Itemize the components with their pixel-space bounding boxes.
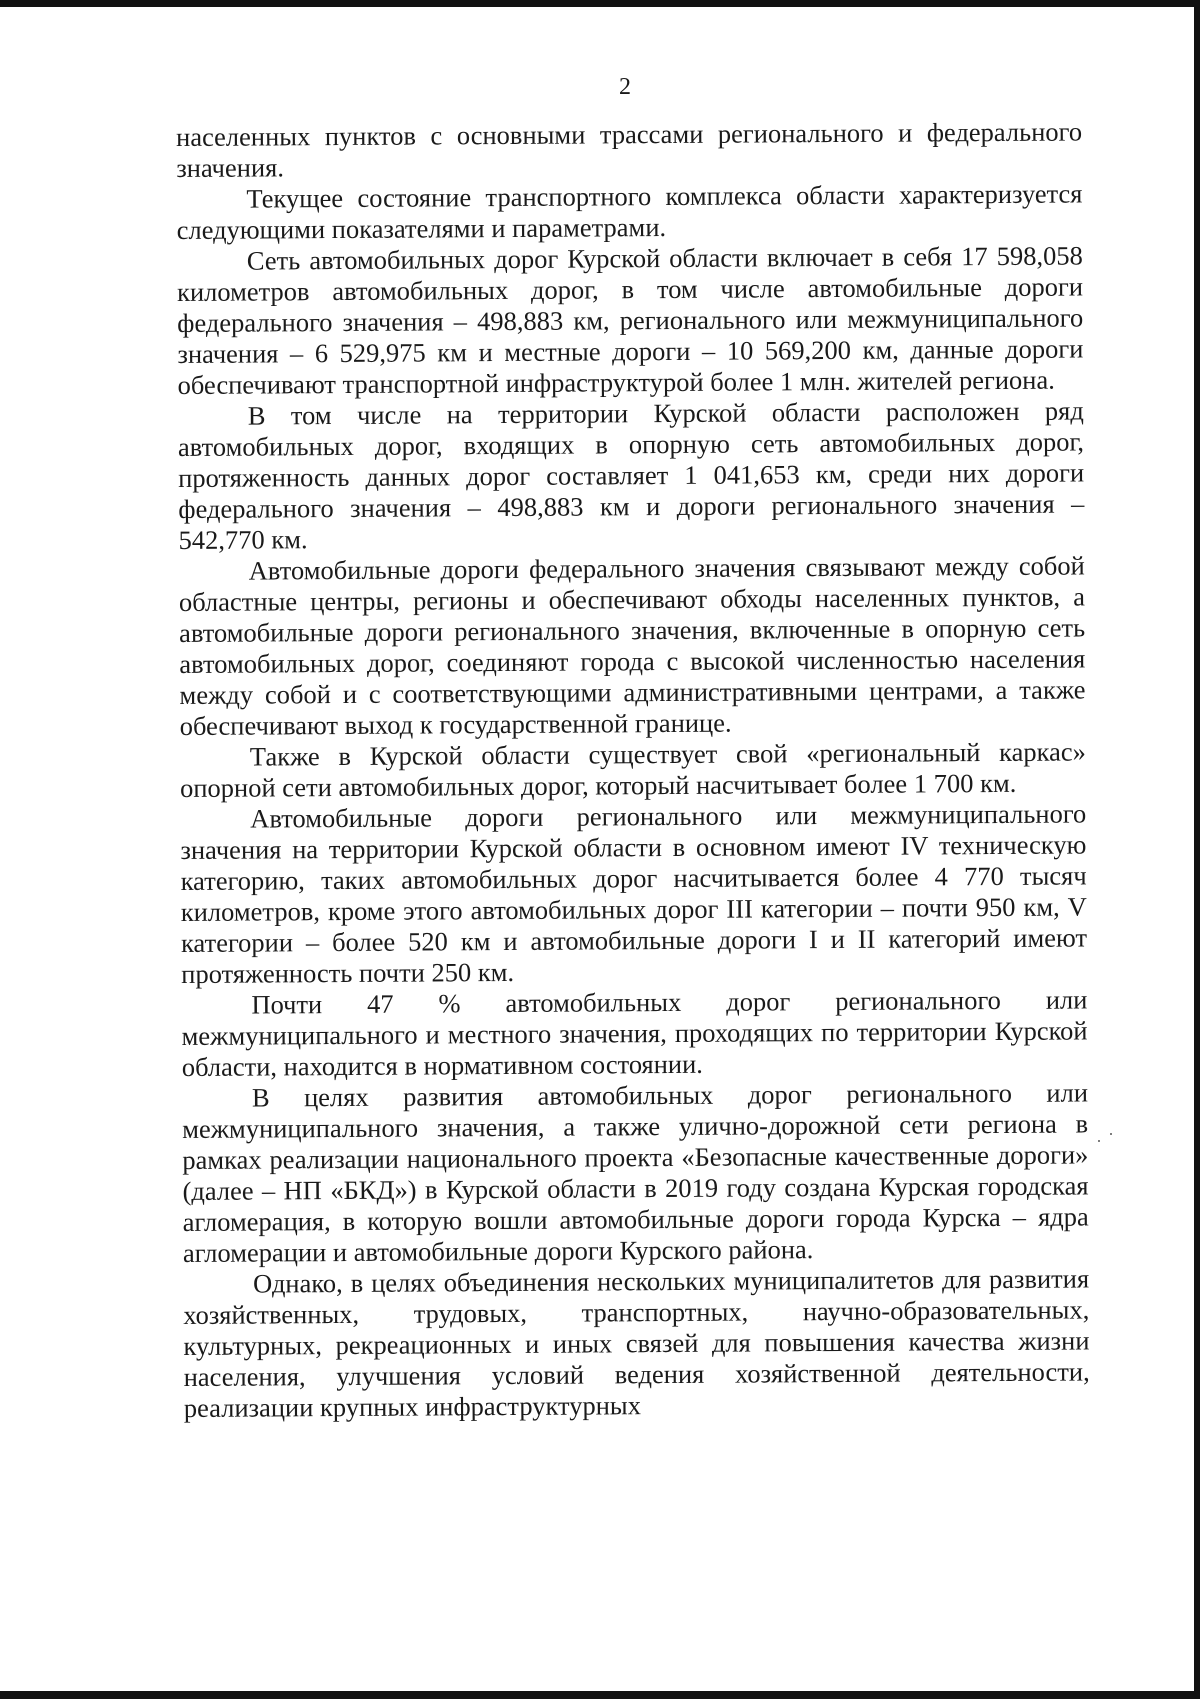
paragraph-support-network: В том числе на территории Курской области расположен ряд автомобильных дорог, входящих в опорную сеть автомобильных дорог, протяженность данных дорог составляет 1 041,653 км, среди них дороги федерального значения – 498,883 км и дороги регионального значения – 542,770 км. xyxy=(177,395,1085,555)
paragraph-regional-frame: Также в Курской области существует свой «региональный каркас» опорной сети автомобильных дорог, который насчитывает более 1 700 км. xyxy=(179,736,1086,803)
scan-edge-right xyxy=(1194,0,1200,1699)
paragraph-transport-state: Текущее состояние транспортного комплекса области характеризуется следующими показателями и параметрами. xyxy=(176,178,1083,245)
paragraph-municipalities: Однако, в целях объединения нескольких муниципалитетов для развития хозяйственных, трудовых, транспортных, научно-образовательных, культурных, рекреационных и иных связей для повышения качества жизни населения, улучшения условий ведения хозяйственной деятельности, реализации крупных инфраструктурных xyxy=(183,1263,1090,1423)
paragraph-normative-state: Почти 47 % автомобильных дорог регионального или межмуниципального и местного значения, проходящих по территории Курской области, находится в нормативном состоянии. xyxy=(181,984,1088,1082)
document-body xyxy=(176,116,1090,1424)
scan-edge-bottom xyxy=(0,1691,1200,1699)
paragraph-agglomeration: В целях развития автомобильных дорог регионального или межмуниципального значения, а также улично-дорожной сети региона в рамках реализации национального проекта «Безопасные качественные дороги» (далее – НП «БКД») в Курской области в 2019 году создана Курская городская агломерация, в которую вошли автомобильные дороги города Курска – ядра агломерации и автомобильные дороги Курского района. xyxy=(182,1077,1089,1268)
scan-edge-top xyxy=(0,0,1200,7)
paragraph-continuation: населенных пунктов с основными трассами регионального и федерального значения. xyxy=(176,116,1083,183)
page-number: 2 xyxy=(619,74,631,100)
paragraph-road-network: Сеть автомобильных дорог Курской области включает в себя 17 598,058 километров автомобильных дорог, в том числе автомобильные дороги федерального значения – 498,883 км, регионального или межмуниципального значения – 6 529,975 км и местные дороги – 10 569,200 км, данные дороги обеспечивают транспортной инфраструктурой более 1 млн. жителей региона. xyxy=(176,240,1084,400)
paragraph-road-categories: Автомобильные дороги регионального или межмуниципального значения на территории Курской области в основном имеют IV техническую категорию, таких автомобильных дорог насчитывается более 4 770 тысяч километров, кроме этого автомобильных дорог III категории – почти 950 км, V категории – более 520 км и автомобильные дороги I и II категорий имеют протяженность почти 250 км. xyxy=(180,798,1088,989)
paragraph-federal-roads: Автомобильные дороги федерального значения связывают между собой областные центры, регионы и обеспечивают обходы населенных пунктов, а автомобильные дороги регионального значения, включенные в опорную сеть автомобильных дорог, соединяют города с высокой численностью населения между собой и с соответствующими административными центрами, а также обеспечивают выход к государственной границе. xyxy=(178,550,1086,741)
scan-speck xyxy=(1098,1140,1100,1142)
scan-speck xyxy=(1110,1133,1112,1135)
